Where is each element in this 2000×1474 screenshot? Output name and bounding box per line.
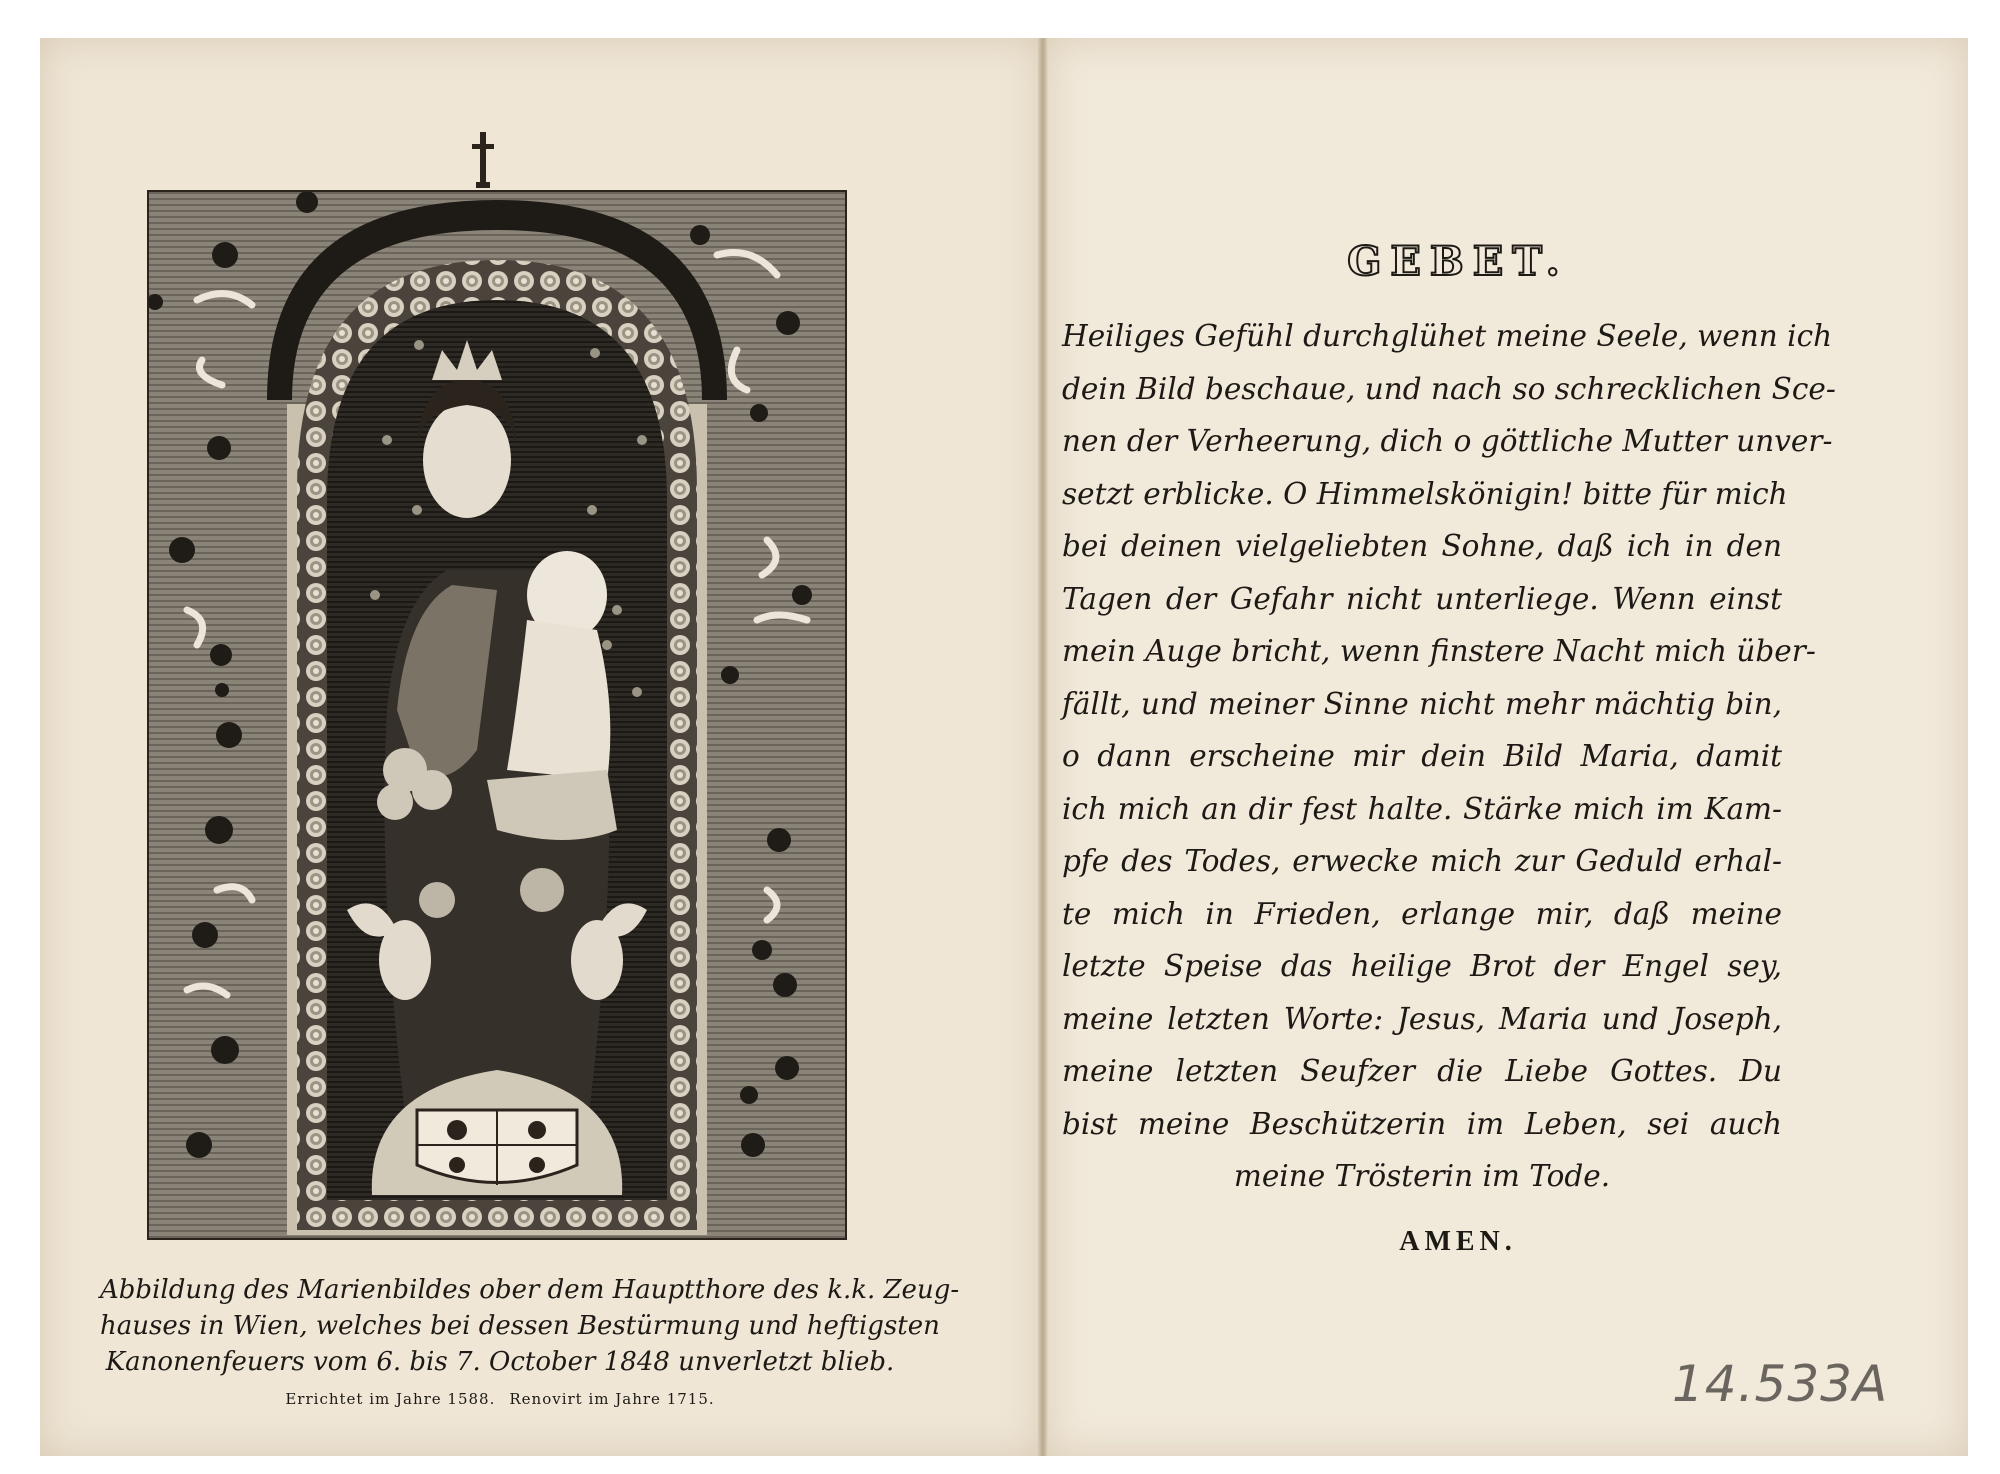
madonna-engraving xyxy=(147,190,847,1240)
prayer-line: meine letzten Seufzer die Liebe Gottes. Du xyxy=(1062,1054,1782,1088)
prayer-line: Tagen der Gefahr nicht unterliege. Wenn einst xyxy=(1062,581,1782,616)
prayer-line: o dann erscheine mir dein Bild Maria, damit xyxy=(1062,739,1782,773)
erected-note: Errichtet im Jahre 1588. xyxy=(285,1390,496,1408)
caption-line: hauses in Wien, welches bei dessen Bestürmung und heftigsten xyxy=(100,1311,940,1341)
prayer-line: meine letzten Worte: Jesus, Maria und Joseph, xyxy=(1062,1001,1782,1036)
prayer-line: bist meine Beschützerin im Leben, sei auch xyxy=(1062,1106,1782,1141)
prayer-line: fällt, und meiner Sinne nicht mehr mächtig bin, xyxy=(1062,686,1782,721)
prayer-line: pfe des Todes, erwecke mich zur Geduld erhal- xyxy=(1062,844,1782,878)
prayer-line: letzte Speise das heilige Brot der Engel sey, xyxy=(1062,949,1782,983)
caption-line: Abbildung des Marienbildes ober dem Hauptthore des k.k. Zeug- xyxy=(100,1275,960,1305)
date-note xyxy=(100,1390,900,1408)
prayer-title: GEBET. xyxy=(1347,238,1569,285)
prayer-line: ich mich an dir fest halte. Stärke mich im Kam- xyxy=(1062,791,1782,826)
cross-icon xyxy=(468,130,498,190)
amen-text: AMEN. xyxy=(1399,1226,1517,1257)
prayer-text xyxy=(1062,310,1836,1203)
prayer-line: dein Bild beschaue, und nach so schrecklichen Sce- xyxy=(1062,371,1836,406)
prayer-line: meine Trösterin im Tode. xyxy=(1233,1159,1611,1193)
caption-line: Kanonenfeuers vom 6. bis 7. October 1848 unverletzt blieb. xyxy=(105,1347,895,1377)
prayer-line: setzt erblicke. O Himmelskönigin! bitte für mich xyxy=(1062,476,1788,511)
engraving-caption xyxy=(100,1272,960,1380)
prayer-line: nen der Verheerung, dich o göttliche Mutter unver- xyxy=(1062,424,1833,458)
prayer-line: mein Auge bricht, wenn finstere Nacht mich über- xyxy=(1062,634,1816,668)
archive-number: 14.533A xyxy=(1672,1355,1889,1413)
prayer-line: te mich in Frieden, erlange mir, daß meine xyxy=(1062,896,1782,931)
renovated-note: Renovirt im Jahre 1715. xyxy=(509,1390,715,1408)
prayer-line: bei deinen vielgeliebten Sohne, daß ich in den xyxy=(1062,529,1782,563)
prayer-line: Heiliges Gefühl durchglühet meine Seele, wenn ich xyxy=(1062,319,1833,353)
